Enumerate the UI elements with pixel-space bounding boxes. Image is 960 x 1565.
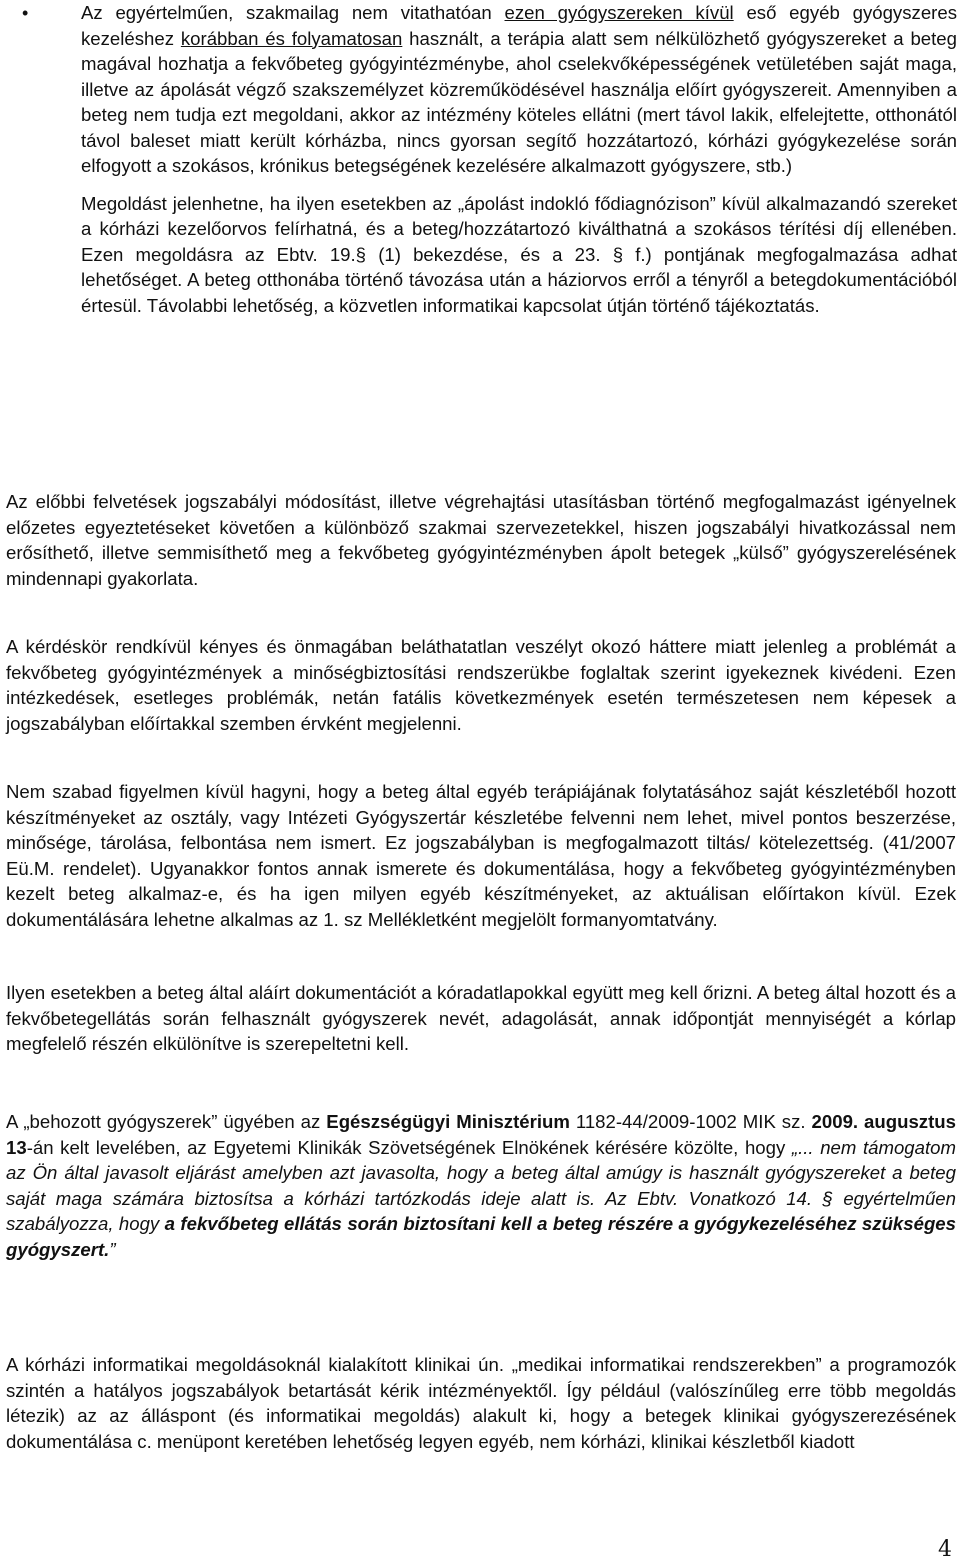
paragraph-6: Ilyen esetekben a beteg által aláírt dokumentációt a kóradatlapokkal együtt meg kell őrizni. A beteg által hozott és a fekvőbetegellátás során felhasznált gyógyszerek nevét, adagolását, annak időpontját mennyiségét a kórlap megfelelő részén elkülönítve is szerepeltetni kell. [6, 982, 956, 1054]
page-number: 4 [938, 1537, 952, 1562]
paragraph-bullet-1: Az egyértelműen, szakmailag nem vitathatóan ezen gyógyszereken kívül eső egyéb gyógyszeres kezeléshez korábban és folyamatosan használt, a terápia alatt sem nélkülözhető gyógyszereket a beteg magával hozhatja a fekvőbeteg gyógyintézménybe, ahol cselekvőképességének vetületében saját maga, illetve az ápolását végző szakszemélyzet közreműködésével használja előírt gyógyszereit. Amennyiben a beteg nem tudja ezt megoldani, akkor az intézmény köteles ellátni (mert távol lakik, elfelejtette, otthonától távol baleset miatt került kórházba, nincs gyorsan segítő hozzátartozó, kórházi gyógykezelése során elfogyott a szokásos, krónikus betegségének kezelésére alkalmazott gyógyszere, stb.) [81, 2, 957, 176]
paragraph-3: Az előbbi felvetések jogszabályi módosítást, illetve végrehajtási utasításban történő megfogalmazást igényelnek előzetes egyeztetéseket követően a különböző szakmai szervezetekkel, hiszen jogszabályi hivatkozással nem erősíthető, illetve semmisíthető meg a fekvőbeteg gyógyintézményben ápolt betegek „külső” gyógyszerelésének mindennapi gyakorlata. [6, 491, 956, 589]
paragraph-bullet-2: Megoldást jelenhetne, ha ilyen esetekben az „ápolást indokló fődiagnózison” kívül alkalmazandó szereket a kórházi kezelőorvos felírhatná, és a beteg/hozzátartozó kiválthatná a szokásos térítési díj ellenében. Ezen megoldásra az Ebtv. 19.§ (1) bekezdése, és a 23. § f.) pontjának megfogalmazása adhat lehetőséget. A beteg otthonába történő távozása után a háziorvos erről a tényről a betegdokumentációból értesül. Távolabbi lehetőség, a közvetlen informatikai kapcsolat útján történő tájékoztatás. [81, 192, 957, 316]
paragraph-5: Nem szabad figyelmen kívül hagyni, hogy a beteg által egyéb terápiájának folytatásához saját készletéből hozott készítményeket az osztály, vagy Intézeti Gyógyszertár készletébe felvenni nem lehet, mivel pontos beszerzése, minősége, tárolása, felbontása nem ismert. Ez jogszabályban is megfogalmazott tiltás/ kötelezettség. (41/2007 Eü.M. rendelet). Ugyanakkor fontos annak ismerete és dokumentálása, hogy a fekvőbeteg gyógyintézményben kezelt beteg alkalmaz-e, és ha igen milyen egyéb készítményeket, az aktuálisan előírtakon kívül. Ezek dokumentálására lehetne alkalmas az 1. sz Mellékletként megjelölt formanyomtatvány. [6, 781, 956, 930]
paragraph-8: A kórházi informatikai megoldásoknál kialakított klinikai ún. „medikai informatikai rendszerekben” a programozók szintén a hatályos jogszabályok betartását kérik intézményektől. Így például (valószínűleg erre több megoldás létezik) az az álláspont (és informatikai megoldás) alakult ki, hogy a betegek klinikai gyógyszerezésének dokumentálása c. menüpont keretében lehetőség legyen egyéb, nem kórházi, klinikai készletből kiadott [6, 1354, 956, 1452]
paragraph-7-quote: A „behozott gyógyszerek” ügyében az Egészségügyi Minisztérium 1182-44/2009-1002 MIK sz. 2009. augusztus 13-án kelt levelében, az Egyetemi Klinikák Szövetségének Elnökének kérésére közölte, hogy „... nem támogatom az Ön által javasolt eljárást amelyben azt javasolta, hogy a beteg által amúgy is használt gyógyszereket a beteg saját maga számára biztosítsa a kórházi tartózkodás ideje alatt is. Az Ebtv. Vonatkozó 14. § egyértelműen szabályozza, hogy a fekvőbeteg ellátás során biztosítani kell a beteg részére a gyógykezeléséhez szükséges gyógyszert.” [6, 1111, 956, 1260]
paragraph-4: A kérdéskör rendkívül kényes és önmagában beláthatatlan veszélyt okozó háttere miatt jelenleg a problémát a fekvőbeteg gyógyintézmények a minőségbiztosítási rendszerükbe foglaltak szerint igyekeznek kivédeni. Ezen intézkedések, esetleges problémák, netán fatális következmények esetén természetesen nem képesek a jogszabályban előírtakkal szemben érvként megjelenni. [6, 636, 956, 734]
bullet-marker: • [22, 3, 29, 23]
bullet-item [81, 0, 957, 330]
